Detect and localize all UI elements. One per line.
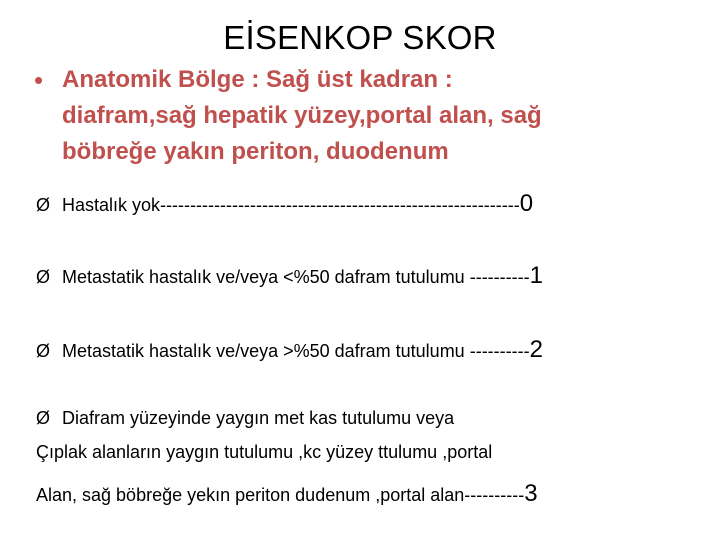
anatomic-region-text — [62, 62, 682, 170]
score-item-dashes: ------------------------------------------------------------ — [160, 195, 520, 215]
score-item-dashes: ---------- — [464, 485, 525, 505]
score-item-value: 3 — [524, 480, 538, 507]
score-item-value: 0 — [519, 190, 534, 217]
score-item-2 — [36, 336, 696, 364]
score-item-3-line-3 — [36, 480, 538, 508]
score-item-label: Alan, sağ böbreğe yekın periton dudenum ,portal alan — [36, 485, 465, 505]
arrow-bullet-icon: Ø — [36, 341, 51, 361]
arrow-bullet-icon: Ø — [36, 408, 51, 428]
score-item-1 — [36, 262, 696, 290]
score-item-label: Diafram yüzeyinde yaygın met kas tutulumu veya — [62, 408, 455, 428]
score-item-label: Metastatik hastalık ve/veya <%50 dafram tutulumu — [62, 267, 470, 287]
anatomic-region-line-1: Anatomik Bölge : Sağ üst kadran : — [62, 66, 453, 93]
score-item-3-line-1 — [36, 408, 696, 429]
score-item-value: 2 — [529, 336, 544, 363]
score-item-3-line-2: Çıplak alanların yaygın tutulumu ,kc yüzey ttulumu ,portal — [36, 442, 493, 462]
bullet-dot: • — [34, 65, 44, 95]
score-item-label: Metastatik hastalık ve/veya >%50 dafram tutulumu — [62, 341, 470, 361]
score-item-dashes: ---------- — [469, 267, 530, 287]
score-item-dashes: ---------- — [469, 341, 530, 361]
score-item-value: 1 — [529, 262, 544, 289]
arrow-bullet-icon: Ø — [36, 267, 51, 287]
arrow-bullet-icon: Ø — [36, 195, 51, 215]
anatomic-region-line-3: böbreğe yakın periton, duodenum — [62, 138, 449, 165]
score-item-label: Hastalık yok — [62, 195, 161, 215]
slide-title: EİSENKOP SKOR — [223, 19, 497, 56]
score-item-0 — [36, 190, 696, 218]
anatomic-region-line-2: diafram,sağ hepatik yüzey,portal alan, sağ — [62, 102, 542, 129]
